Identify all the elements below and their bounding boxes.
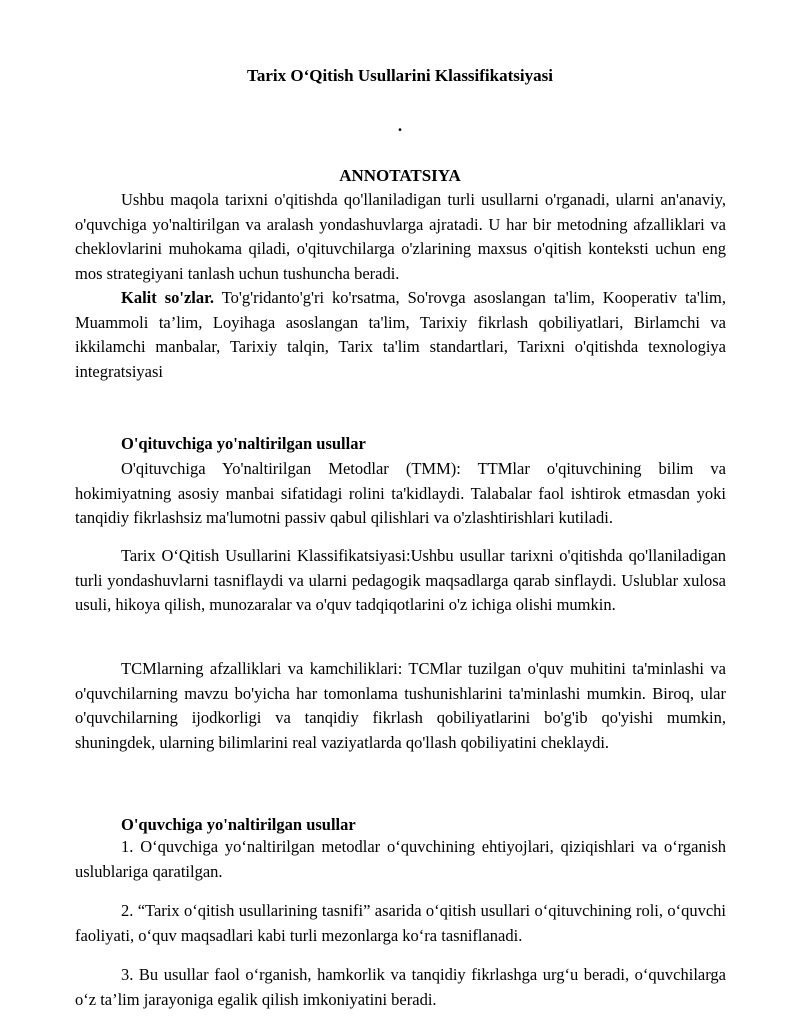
- paragraph: 3. Bu usullar faol o‘rganish, hamkorlik va tanqidiy fikrlashga urg‘u beradi, o‘quvchilarga o‘z ta’lim jarayoniga egalik qilish imkoniyatini beradi.: [75, 965, 726, 1009]
- paragraph: Tarix O‘Qitish Usullarini Klassifikatsiyasi:Ushbu usullar tarixni o'qitishda qo'llaniladigan turli yondashuvlarni tasniflaydi va ularni pedagogik maqsadlarga qarab sinflaydi. Uslublar xulosa usuli, hikoya qilish, munozaralar va o'quv tadqiqotlarini o'z ichiga olishi mumkin.: [75, 546, 726, 614]
- document-title: Tarix O‘Qitish Usullarini Klassifikatsiyasi: [247, 66, 553, 85]
- section-heading-student-centered: O'quvchiga yo'naltirilgan usullar: [121, 815, 356, 834]
- paragraph: TCMlarning afzalliklari va kamchiliklari: TCMlar tuzilgan o'quv muhitini ta'minlashi va o'quvchilarning mavzu bo'yicha har tomonlama tushunishlarini ta'minlashi mumkin. Biroq, ular o'quvchilarning ijodkorligi va tanqidiy fikrlash qobiliyatlarini bo'g'ib qo'yishi mumkin, shuningdek, ularning bilimlarini real vaziyatlarda qo'llash qobiliyatini cheklaydi.: [75, 659, 726, 752]
- keywords-label: Kalit so'zlar.: [121, 288, 215, 307]
- paragraph: 1. O‘quvchiga yo‘naltirilgan metodlar o‘quvchining ehtiyojlari, qiziqishlari va o‘rganish uslublariga qaratilgan.: [75, 837, 726, 881]
- paragraph: O'qituvchiga Yo'naltirilgan Metodlar (TMM): TTMlar o'qituvchining bilim va hokimiyatning asosiy manbai sifatidagi rolini ta'kidlaydi. Talabalar faol ishtirok etmasdan yoki tanqidiy fikrlashsiz ma'lumotni passiv qabul qilishlari va o'zlashtirishlari kutiladi.: [75, 459, 726, 527]
- title-separator-dot: .: [397, 116, 403, 135]
- section-heading-teacher-centered: O'qituvchiga yo'naltirilgan usullar: [121, 434, 366, 453]
- abstract-paragraph: Ushbu maqola tarixni o'qitishda qo'llaniladigan turli usullarni o'rganadi, ularni an'anaviy, o'quvchiga yo'naltirilgan va aralash yondashuvlarga ajratadi. U har bir metodning afzalliklari va cheklovlarini muhokama qiladi, o'qituvchilarga o'zlarining maxsus o'qitish konteksti uchun eng mos strategiyani tanlash uchun tushuncha beradi.: [75, 190, 726, 283]
- keywords-text: To'g'ridanto'g'ri ko'rsatma, So'rovga asoslangan ta'lim, Kooperativ ta'lim, Muammoli ta’lim, Loyihaga asoslangan ta'lim, Tarixiy fikrlash qobiliyatlari, Birlamchi va ikkilamchi manbalar, Tarixiy talqin, Tarix ta'lim standartlari, Tarixni o'qitishda texnologiya integratsiyasi: [75, 288, 726, 381]
- paragraph: 2. “Tarix o‘qitish usullarining tasnifi” asarida o‘qitish usullari o‘qituvchining roli, o‘quvchi faoliyati, o‘quv maqsadlari kabi turli mezonlarga ko‘ra tasniflanadi.: [75, 901, 726, 945]
- annotation-heading: ANNOTATSIYA: [339, 166, 461, 185]
- keywords-paragraph: [75, 286, 726, 384]
